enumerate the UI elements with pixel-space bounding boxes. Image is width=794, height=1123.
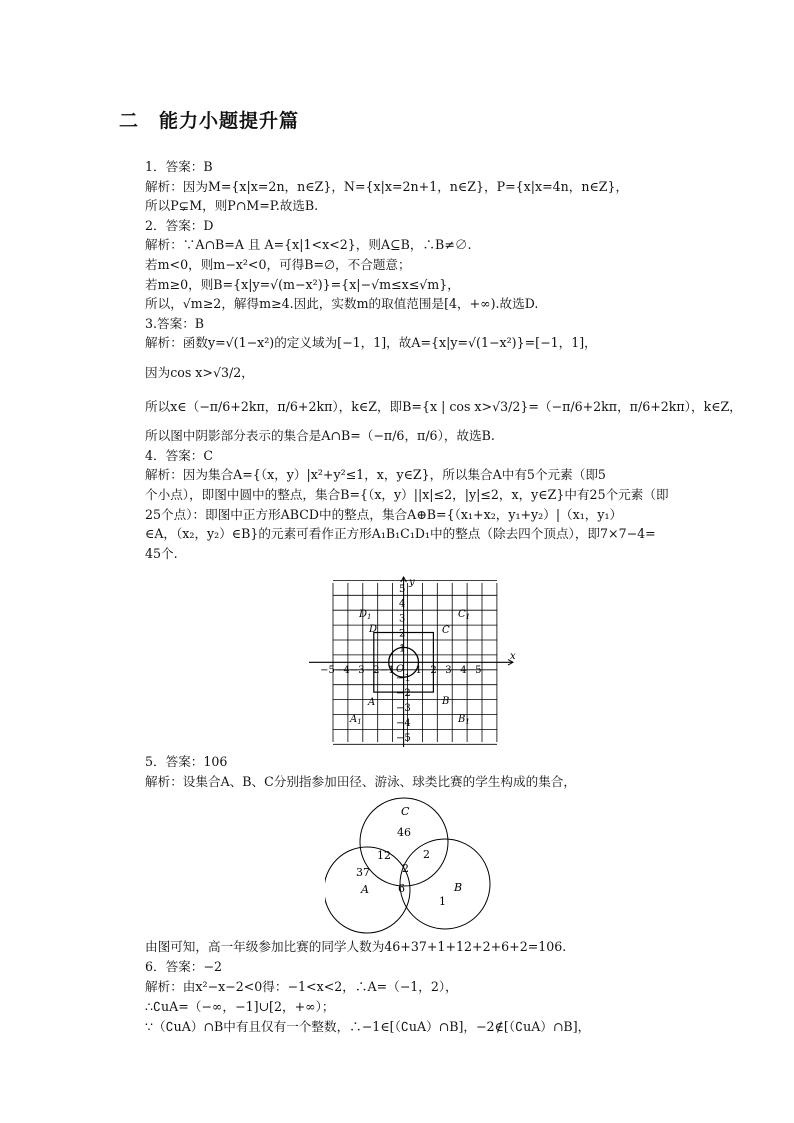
text-line: 1．答案：B — [145, 159, 213, 174]
region-bc: 2 — [423, 848, 430, 861]
region-ac: 12 — [377, 849, 391, 862]
text-line: 解析：∵A∩B=A 且 A={x|1<x<2}，则A⊆B，∴B≠∅. — [145, 237, 472, 253]
y-tick-label: 1 — [399, 643, 406, 655]
set-b-label: B — [454, 881, 463, 894]
x-tick-label: 2 — [430, 665, 437, 676]
text-line: ∴∁uA=（−∞，−1]∪[2，+∞）； — [145, 999, 335, 1014]
text-line: 所以图中阴影部分表示的集合是A∩B=（−π/6，π/6），故选B. — [145, 428, 495, 444]
text-line: ∈A，（x₂，y₂）∈B}的元素可看作正方形A₁B₁C₁D₁中的整点（除去四个顶点），即7×7−4= — [145, 526, 656, 542]
point-d1: $D_1$ — [359, 609, 372, 621]
text-line: 解析：函数y=√(1−x²)的定义域为[−1，1]，故A={x|y=√(1−x²)}=[−1，1]， — [145, 335, 597, 351]
point-b1: $B_1$ — [458, 714, 470, 726]
section-heading: 二 能力小题提升篇 — [119, 110, 300, 132]
y-tick-label: 5 — [399, 583, 406, 595]
y-tick-label: −5 — [396, 732, 411, 744]
point-a: A — [368, 697, 376, 708]
point-c: C — [442, 625, 450, 636]
text-line: 所以，√m≥2，解得m≥4.因此，实数m的取值范围是[4，+∞).故选D. — [145, 296, 539, 312]
x-tick-label: 4 — [460, 665, 467, 676]
point-a1: $A_1$ — [350, 714, 362, 726]
text-line: 4．答案：C — [145, 447, 214, 463]
text-line: 若m≥0，则B={x|y=√(m−x²)}={x|−√m≤x≤√m}， — [145, 276, 460, 292]
region-c-only: 46 — [397, 826, 411, 839]
region-b-only: 1 — [439, 895, 446, 908]
x-tick-label: 1 — [415, 665, 422, 676]
region-abc: 2 — [402, 862, 409, 875]
text-line: 解析：因为集合A={（x，y）|x²+y²≤1，x，y∈Z}，所以集合A中有5个元素（即5 — [145, 467, 606, 483]
text-line: 45个. — [145, 545, 178, 561]
text-line: 6．答案：−2 — [145, 959, 222, 974]
text-line: 解析：由x²−x−2<0得：−1<x<2，∴A=（−1，2）， — [145, 979, 458, 994]
x-tick-label: −1 — [379, 665, 395, 676]
y-tick-label: −3 — [396, 703, 411, 714]
text-line: 所以x∈（−π/6+2kπ，π/6+2kπ），k∈Z，即B={x | cos x>√3/2}=（−π/6+2kπ，π/6+2kπ），k∈Z， — [145, 398, 742, 414]
point-d: D — [369, 624, 378, 635]
origin-label: O — [396, 664, 405, 675]
x-tick-label: 5 — [475, 665, 482, 676]
venn-diagram — [325, 795, 495, 935]
text-line: 因为cos x>√3/2， — [145, 365, 254, 380]
y-tick-label: −1 — [396, 673, 411, 685]
x-tick-label: −4 — [335, 665, 350, 676]
x-axis-label: x — [510, 651, 516, 662]
text-line: 若m<0，则m−x²<0，可得B=∅，不合题意； — [145, 257, 411, 272]
text-line: ∵（∁uA）∩B中有且仅有一个整数，∴−1∈[（∁uA）∩B]，−2∉[（∁uA）∩B]， — [145, 1019, 591, 1034]
y-tick-label: 3 — [399, 613, 406, 625]
text-line: 解析：设集合A、B、C分别指参加田径、游泳、球类比赛的学生构成的集合， — [145, 774, 576, 789]
text-line: 2．答案：D — [145, 217, 214, 233]
y-axis-label: y — [409, 577, 415, 588]
point-b: B — [442, 696, 450, 707]
text-line: 解析：因为M={x|x=2n，n∈Z}，N={x|x=2n+1，n∈Z}，P={x|x=4n，n∈Z}， — [145, 178, 629, 194]
y-tick-label: 4 — [399, 598, 406, 610]
text-line: 5．答案：106 — [145, 754, 228, 769]
x-tick-label: −5 — [320, 665, 335, 676]
text-line: 由图可知，高一年级参加比赛的同学人数为46+37+1+12+2+6+2=106. — [145, 939, 567, 954]
x-tick-label: −2 — [364, 665, 380, 676]
text-line: 3.答案：B — [145, 315, 205, 331]
y-tick-label: 2 — [399, 628, 406, 640]
region-ab: 6 — [398, 882, 405, 895]
point-c1: $C_1$ — [458, 609, 471, 621]
y-tick-label: −2 — [396, 688, 411, 700]
region-a-only: 37 — [356, 866, 370, 879]
text-line: 25个点）：即图中正方形ABCD中的整点，集合A⊕B={（x₁+x₂，y₁+y₂）|（x₁，y₁） — [145, 506, 623, 522]
text-line: 个小点），即图中圆中的整点，集合B={（x，y）||x|≤2，|y|≤2，x，y∈Z}中有25个元素（即 — [145, 487, 669, 502]
set-a-label: A — [361, 883, 369, 896]
coordinate-grid-figure — [305, 575, 520, 750]
y-tick-label: −4 — [396, 717, 411, 729]
text-line: 所以P⊊M，则P∩M=P.故选B. — [145, 198, 319, 214]
x-tick-label: 3 — [445, 665, 452, 676]
x-tick-label: −3 — [349, 665, 365, 676]
set-c-label: C — [401, 805, 410, 818]
